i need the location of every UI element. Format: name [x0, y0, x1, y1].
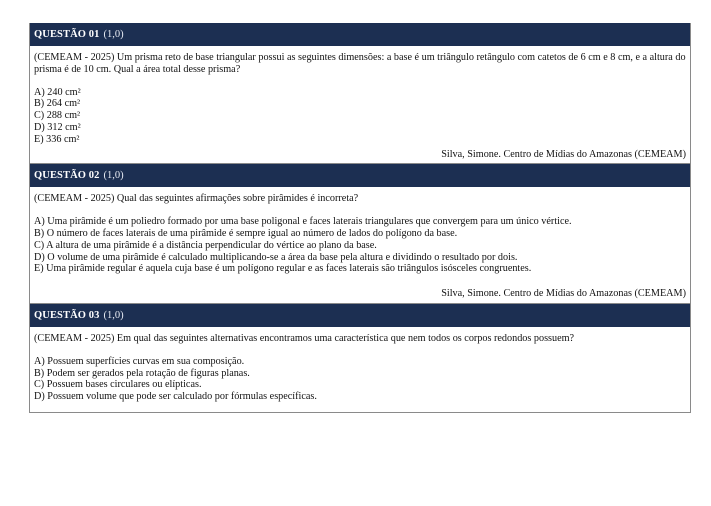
question-3-score: (1,0) — [103, 309, 124, 321]
question-3-header — [30, 304, 690, 327]
question-2-option-d: D) O volume de uma pirâmide é calculado multiplicando-se a área da base pela altura e dividindo o resultado por dois. — [34, 251, 518, 263]
question-1-option-a: A) 240 cm² — [34, 86, 81, 98]
question-2-option-b: B) O número de faces laterais de uma pirâmide é sempre igual ao número de lados do polígono da base. — [34, 227, 458, 239]
question-3 — [29, 304, 691, 413]
question-3-option-b: B) Podem ser gerados pela rotação de figuras planas. — [34, 367, 250, 379]
question-2-body — [30, 187, 690, 303]
question-1-option-e: E) 336 cm² — [34, 133, 80, 145]
question-1-option-b: B) 264 cm² — [34, 98, 81, 110]
question-3-option-d: D) Possuem volume que pode ser calculado por fórmulas específicas. — [34, 391, 317, 403]
question-1 — [29, 23, 691, 164]
question-2-score: (1,0) — [103, 169, 124, 181]
question-1-score: (1,0) — [103, 28, 124, 40]
exam-sheet — [29, 23, 691, 413]
question-2-option-a: A) Uma pirâmide é um poliedro formado por uma base poligonal e faces laterais triangulares que convergem para um único vértice. — [34, 216, 572, 228]
question-3-stem: (CEMEAM - 2025) Em qual das seguintes alternativas encontramos uma característica que nem todos os corpos redondos possuem? — [34, 332, 575, 344]
question-1-stem: (CEMEAM - 2025) Um prisma reto de base triangular possui as seguintes dimensões: a base é um triângulo retângulo com catetos de 6 cm e 8 cm, e a altura do prisma é de 10 cm. Qual a área total desse prisma? — [34, 52, 686, 75]
question-1-source: Silva, Simone. Centro de Mídias do Amazonas (CEMEAM) — [441, 148, 686, 160]
question-2-option-c: C) A altura de uma pirâmide é a distância perpendicular do vértice ao plano da base. — [34, 239, 377, 251]
question-3-option-a: A) Possuem superfícies curvas em sua composição. — [34, 355, 245, 367]
question-1-header — [30, 23, 690, 46]
question-2 — [29, 164, 691, 304]
question-1-option-c: C) 288 cm² — [34, 110, 81, 122]
question-1-option-d: D) 312 cm² — [34, 121, 81, 133]
question-1-title: QUESTÃO 01 — [34, 28, 100, 40]
question-1-body — [30, 46, 690, 163]
question-2-title: QUESTÃO 02 — [34, 169, 100, 181]
question-3-spacer — [34, 403, 686, 409]
question-3-option-c: C) Possuem bases circulares ou elípticas. — [34, 379, 202, 391]
question-3-title: QUESTÃO 03 — [34, 309, 100, 321]
question-2-header — [30, 164, 690, 187]
question-2-option-e: E) Uma pirâmide regular é aquela cuja base é um polígono regular e as faces laterais são triângulos isósceles congruentes. — [34, 263, 532, 275]
question-2-source: Silva, Simone. Centro de Mídias do Amazonas (CEMEAM) — [441, 288, 686, 300]
question-3-body — [30, 327, 690, 412]
question-2-stem: (CEMEAM - 2025) Qual das seguintes afirmações sobre pirâmides é incorreta? — [34, 193, 359, 205]
